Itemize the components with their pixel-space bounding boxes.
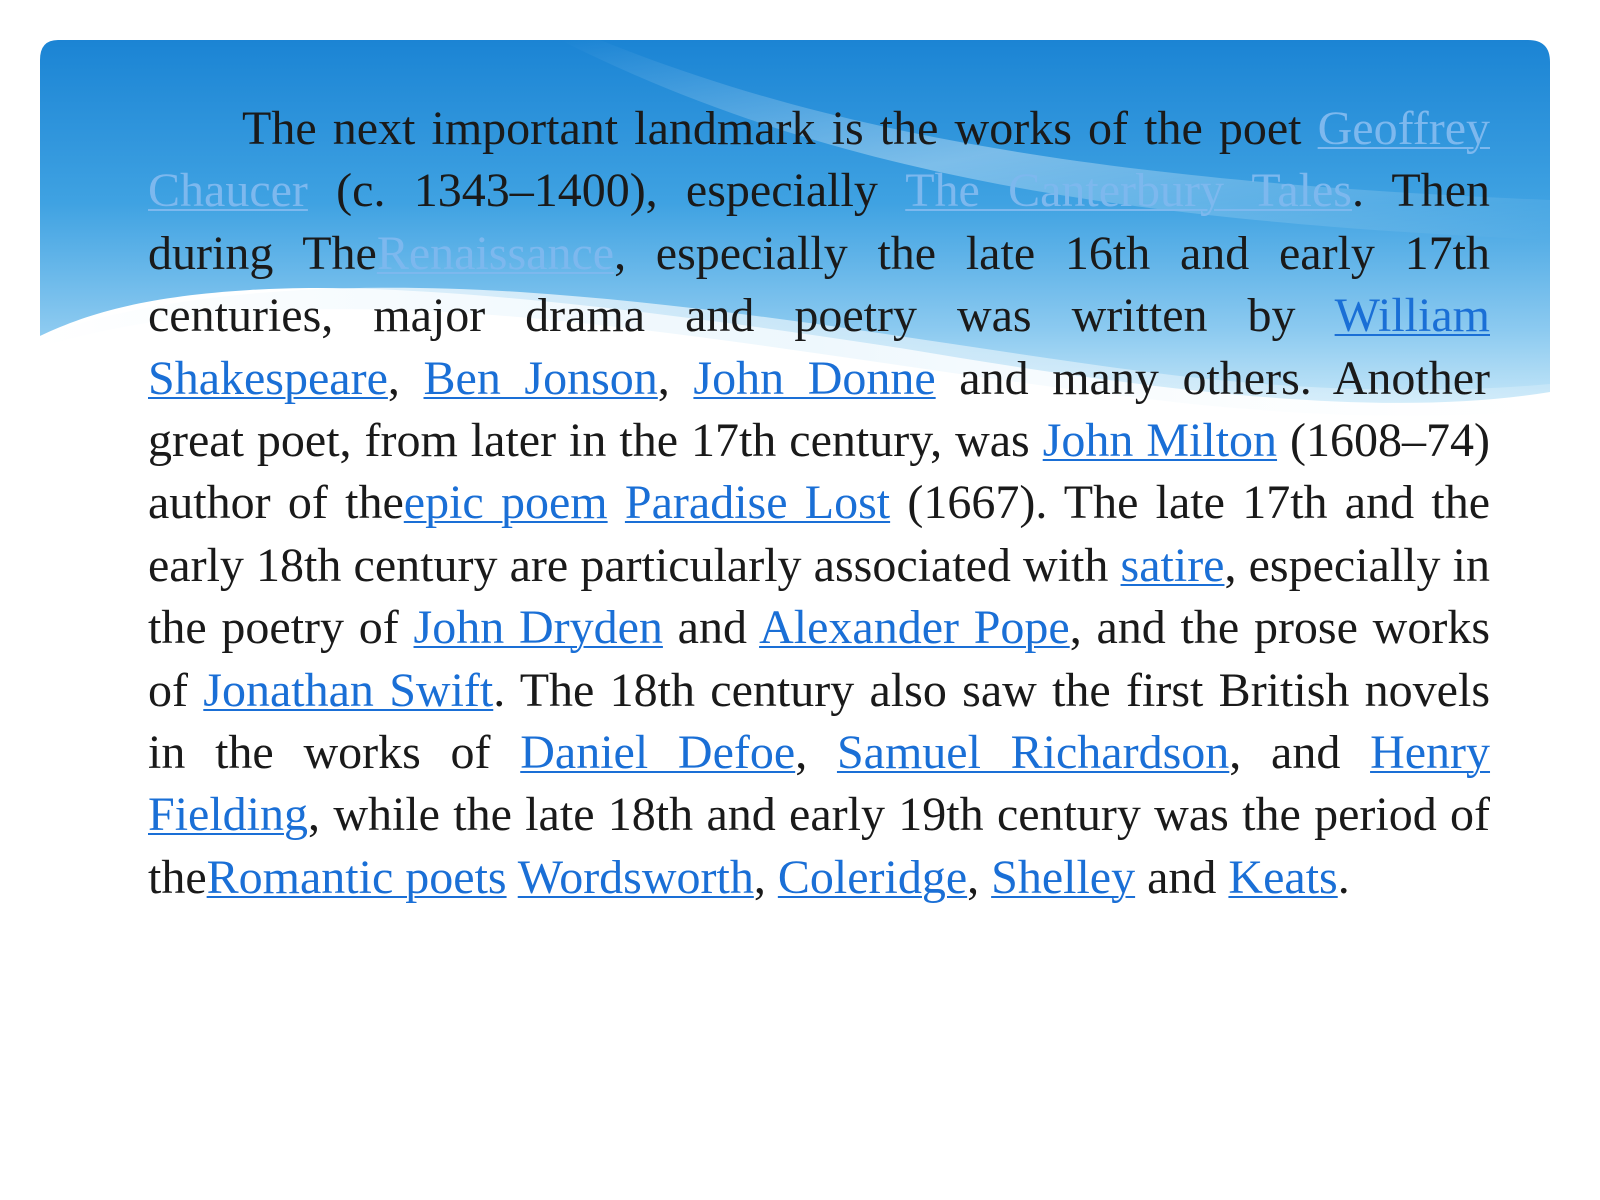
- text-segment: , and the prose works of: [148, 601, 1490, 717]
- link-satire[interactable]: satire: [1120, 538, 1225, 592]
- text-segment: and many others. Another great poet, from later in the 17th century, was: [148, 351, 1490, 467]
- text-segment: ,: [387, 351, 424, 405]
- link-coleridge[interactable]: Coleridge: [777, 850, 968, 904]
- text-segment: , especially in the poetry of: [148, 538, 1490, 655]
- paragraph: [148, 98, 1490, 909]
- link-daniel-defoe[interactable]: Daniel Defoe: [520, 725, 796, 779]
- link-john-donne[interactable]: John Donne: [693, 351, 936, 405]
- link-samuel-richardson[interactable]: Samuel Richardson: [836, 725, 1230, 779]
- link-renaissance[interactable]: Renaissance: [376, 226, 615, 280]
- link-jonathan-swift[interactable]: Jonathan Swift: [203, 663, 494, 717]
- text-segment: (c. 1343–1400), especially: [307, 164, 906, 218]
- text-segment: , especially the late 16th and early 17th centuries, major drama and poetry was written by: [148, 226, 1491, 343]
- link-romantic-poets[interactable]: Romantic poets: [206, 850, 507, 904]
- link-canterbury-tales[interactable]: The Canterbury Tales: [905, 164, 1352, 218]
- link-william-shakespeare[interactable]: William Shakespeare: [148, 289, 1490, 405]
- link-john-dryden[interactable]: John Dryden: [413, 601, 663, 655]
- link-alexander-pope[interactable]: Alexander Pope: [759, 601, 1070, 655]
- text-segment: ,: [753, 850, 778, 904]
- link-paradise-lost[interactable]: Paradise Lost: [624, 476, 891, 530]
- text-segment: ,: [967, 850, 992, 904]
- link-henry-fielding[interactable]: Henry Fielding: [148, 725, 1491, 842]
- text-segment: The next important landmark is the works of the poet: [242, 102, 1318, 155]
- text-segment: [507, 851, 518, 904]
- text-segment: (1608–74) author of the: [148, 413, 1490, 530]
- text-segment: , and: [1229, 725, 1371, 779]
- link-shelley[interactable]: Shelley: [991, 850, 1136, 904]
- text-segment: .: [1337, 850, 1350, 904]
- link-john-milton[interactable]: John Milton: [1042, 413, 1278, 467]
- text-segment: and: [662, 601, 760, 655]
- link-epic-poem[interactable]: epic poem: [403, 476, 608, 530]
- text-segment: , while the late 18th and early 19th century was the period of the: [148, 788, 1490, 904]
- text-segment: ,: [795, 725, 837, 779]
- text-segment: ,: [657, 351, 694, 405]
- text-segment: . Then during The: [148, 164, 1491, 280]
- text-segment: . The 18th century also saw the first British novels in the works of: [148, 663, 1490, 779]
- text-segment: and: [1135, 850, 1229, 904]
- body-text: [148, 98, 1490, 909]
- text-segment: [608, 476, 625, 529]
- link-keats[interactable]: Keats: [1228, 850, 1338, 904]
- link-geoffrey-chaucer[interactable]: Geoffrey Chaucer: [148, 102, 1490, 218]
- link-ben-jonson[interactable]: Ben Jonson: [423, 351, 658, 405]
- link-wordsworth[interactable]: Wordsworth: [517, 850, 754, 904]
- text-segment: (1667). The late 17th and the early 18th century are particularly associated with: [148, 476, 1490, 592]
